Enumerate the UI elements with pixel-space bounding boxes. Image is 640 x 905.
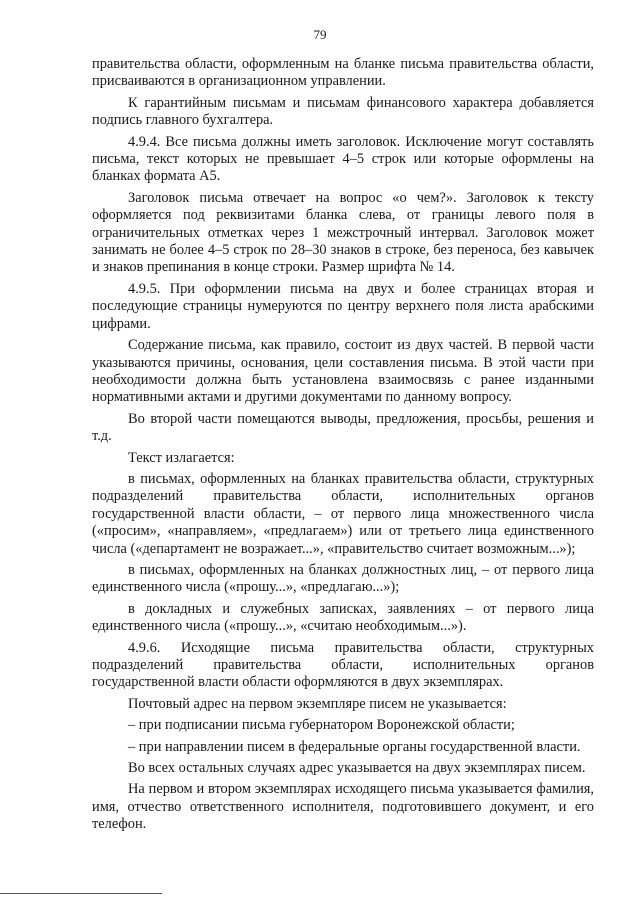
- paragraph-4-9-5: 4.9.5. При оформлении письма на двух и более страницах вторая и последующие страницы нумеруются по центру верхнего поля листа арабскими цифрами.: [92, 280, 594, 332]
- paragraph-letter-content: Содержание письма, как правило, состоит из двух частей. В первой части указываются причины, основания, цели составления письма. В этой части при необходимости должна быть установлена взаимосвязь с ранее изданными нормативными актами и другими документами по данному вопросу.: [92, 337, 594, 406]
- paragraph-postal-address: Почтовый адрес на первом экземпляре писем не указывается:: [128, 695, 507, 712]
- footer-rule: [0, 893, 162, 894]
- paragraph-official-letters: в письмах, оформленных на бланках должностных лиц, – от первого лица единственного числа («прошу...», «предлагаю...»);: [92, 561, 594, 596]
- paragraph-second-part: Во второй части помещаются выводы, предложения, просьбы, решения и т.д.: [92, 410, 594, 445]
- paragraph-memos: в докладных и служебных записках, заявлениях – от первого лица единственного числа («прошу...», «считаю необходимым...»).: [92, 600, 594, 635]
- paragraph-guarantee-letters: К гарантийным письмам и письмам финансового характера добавляется подпись главного бухгалтера.: [92, 94, 594, 129]
- paragraph-4-9-4: 4.9.4. Все письма должны иметь заголовок. Исключение могут составлять письма, текст которых не превышает 4–5 строк или которые оформлены на бланках формата А5.: [92, 133, 594, 185]
- document-body: [92, 56, 594, 838]
- paragraph-letter-heading: Заголовок письма отвечает на вопрос «о чем?». Заголовок к тексту оформляется под реквизитами бланка слева, от границы левого поля в ограничительных отметках через 1 межстрочный интервал. Заголовок может занимать не более 4–5 строк по 28–30 знаков в строке, без переноса, без кавычек и знаков препинания в конце строки. Размер шрифта № 14.: [92, 189, 594, 276]
- paragraph-other-cases: Во всех остальных случаях адрес указывается на двух экземплярах писем.: [128, 760, 586, 777]
- list-item-federal: – при направлении писем в федеральные органы государственной власти.: [128, 738, 581, 755]
- paragraph-executor-info: На первом и втором экземплярах исходящего письма указывается фамилия, имя, отчество ответственного исполнителя, подготовившего документ, и его телефон.: [92, 781, 594, 833]
- paragraph-4-9-6: 4.9.6. Исходящие письма правительства области, структурных подразделений правительства области, исполнительных органов государственной власти области оформляются в двух экземплярах.: [92, 639, 594, 691]
- paragraph-continuation: правительства области, оформленным на бланке письма правительства области, присваиваются в организационном управлении.: [92, 56, 594, 90]
- list-item-governor: – при подписании письма губернатором Воронежской области;: [128, 717, 515, 734]
- paragraph-government-letters: в письмах, оформленных на бланках правительства области, структурных подразделений правительства области, исполнительных органов государственной власти области, – от первого лица множественного числа («просим», «направляем», «предлагаем») или от третьего лица единственного числа («департамент не возражает...», «правительство считает возможным...»);: [92, 470, 594, 557]
- page-number: 79: [313, 27, 327, 42]
- paragraph-text-stated: Текст излагается:: [128, 449, 235, 466]
